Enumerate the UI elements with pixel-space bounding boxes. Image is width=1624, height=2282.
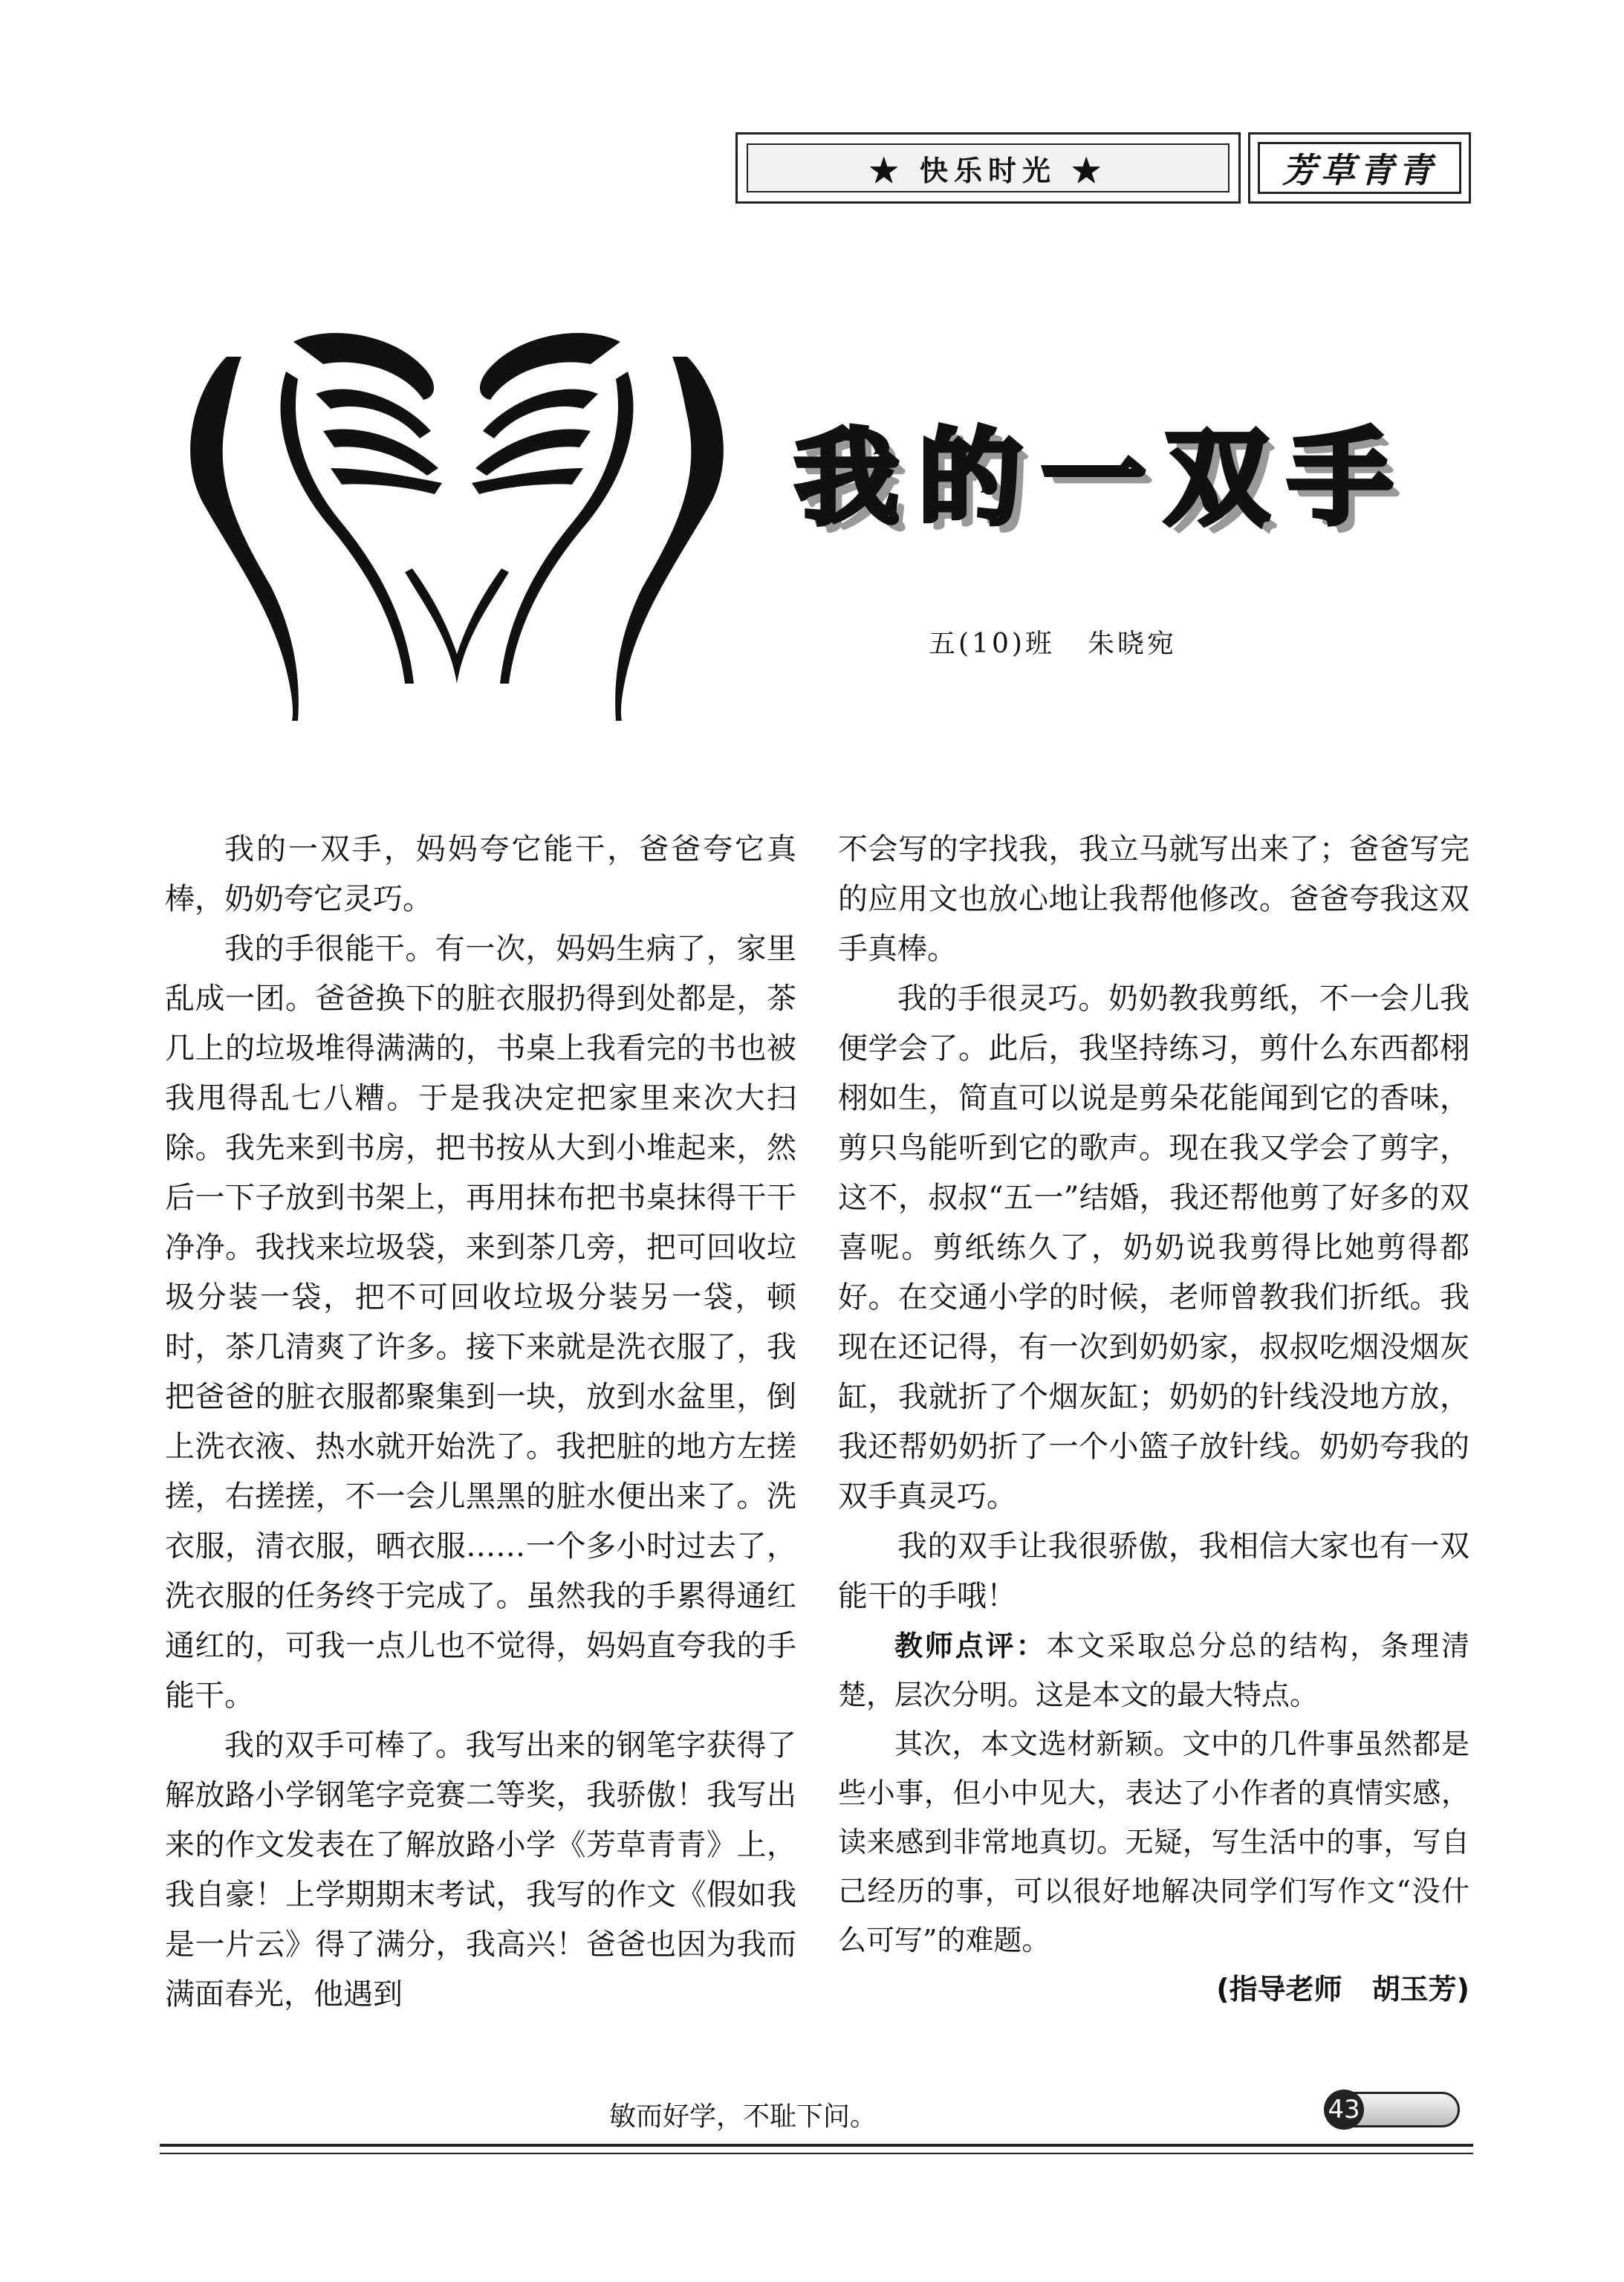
heart-hands-illustration bbox=[182, 327, 732, 721]
paragraph-conclusion: 我的双手让我很骄傲，我相信大家也有一双能干的手哦！ bbox=[838, 1529, 1469, 1613]
review-text-1: 本文采取总分总的结构，条理清楚，层次分明。这是本文的最大特点。 bbox=[838, 1630, 1469, 1711]
byline-author: 朱晓宛 bbox=[1087, 629, 1177, 659]
footer-rule-thin bbox=[160, 2153, 1473, 2154]
advisor-label: (指导老师 bbox=[1216, 1973, 1342, 2006]
paragraph-capable: 我的手很能干。有一次，妈妈生病了，家里乱成一团。爸爸换下的脏衣服扔得到处都是，茶几上的垃圾堆得满满的，书桌上我看完的书也被我甩得乱七八糟。于是我决定把家里来次大扫除。我先来到书房，把书按从大到小堆起来，然后一下子放到书架上，再用抹布把书桌抹得干干净净。我找来垃圾袋，来到茶几旁，把可回收垃圾分装一袋，把不可回收垃圾分装另一袋，顿时，茶几清爽了许多。接下来就是洗衣服了，我把爸爸的脏衣服都聚集到一块，放到水盆里，倒上洗衣液、热水就开始洗了。我把脏的地方左搓搓，右搓搓，不一会儿黑黑的脏水便出来了。洗衣服，清衣服，晒衣服……一个多小时过去了，洗衣服的任务终于完成了。虽然我的手累得通红通红的，可我一点儿也不觉得，妈妈直夸我的手能干。 bbox=[165, 932, 796, 1713]
advisor-name: 胡玉芳) bbox=[1371, 1973, 1469, 2006]
advisor-signoff bbox=[838, 1965, 1469, 2014]
column-header-label: 芳草青青 bbox=[1258, 142, 1461, 194]
section-header-label: ★ 快乐时光 ★ bbox=[747, 143, 1230, 192]
right-column bbox=[838, 825, 1469, 2014]
byline bbox=[929, 623, 1177, 661]
section-header-box bbox=[735, 132, 1241, 204]
column-header-box bbox=[1248, 132, 1471, 204]
paragraph-great-continued: 不会写的字找我，我立马就写出来了；爸爸写完的应用文也放心地让我帮他修改。爸爸夸我这双手真棒。 bbox=[838, 832, 1469, 966]
footer-rule-thick bbox=[160, 2144, 1473, 2147]
review-label: 教师点评： bbox=[894, 1630, 1047, 1662]
footer-motto: 敏而好学，不耻下问。 bbox=[609, 2101, 877, 2132]
paragraph-intro: 我的一双手，妈妈夸它能干，爸爸夸它真棒，奶奶夸它灵巧。 bbox=[165, 832, 796, 916]
review-text-2: 其次，本文选材新颖。文中的几件事虽然都是些小事，但小中见大，表达了小作者的真情实感，读来感到非常地真切。无疑，写生活中的事，写自己经历的事，可以很好地解决同学们写作文“没什么可写”的难题。 bbox=[838, 1728, 1469, 1957]
article-title: 我的一双手 bbox=[795, 418, 1412, 539]
paragraph-great: 我的双手可棒了。我写出来的钢笔字获得了解放路小学钢笔字竞赛二等奖，我骄傲！我写出来的作文发表在了解放路小学《芳草青青》上，我自豪！上学期期末考试，我写的作文《假如我是一片云》得了满分，我高兴！爸爸也因为我而满面春光，他遇到 bbox=[165, 1728, 796, 2012]
page-number: 43 bbox=[1324, 2090, 1364, 2130]
paragraph-skillful: 我的手很灵巧。奶奶教我剪纸，不一会儿我便学会了。此后，我坚持练习，剪什么东西都栩栩如生，简直可以说是剪朵花能闻到它的香味，剪只鸟能听到它的歌声。现在我又学会了剪字，这不，叔叔“五一”结婚，我还帮他剪了好多的双喜呢。剪纸练久了，奶奶说我剪得比她剪得都好。在交通小学的时候，老师曾教我们折纸。我现在还记得，有一次到奶奶家，叔叔吃烟没烟灰缸，我就折了个烟灰缸；奶奶的针线没地方放，我还帮奶奶折了一个小篮子放针线。奶奶夸我的双手真灵巧。 bbox=[838, 982, 1469, 1514]
left-column bbox=[165, 825, 796, 2020]
teacher-review bbox=[838, 1621, 1469, 1965]
byline-class: 五(10)班 bbox=[929, 629, 1055, 659]
